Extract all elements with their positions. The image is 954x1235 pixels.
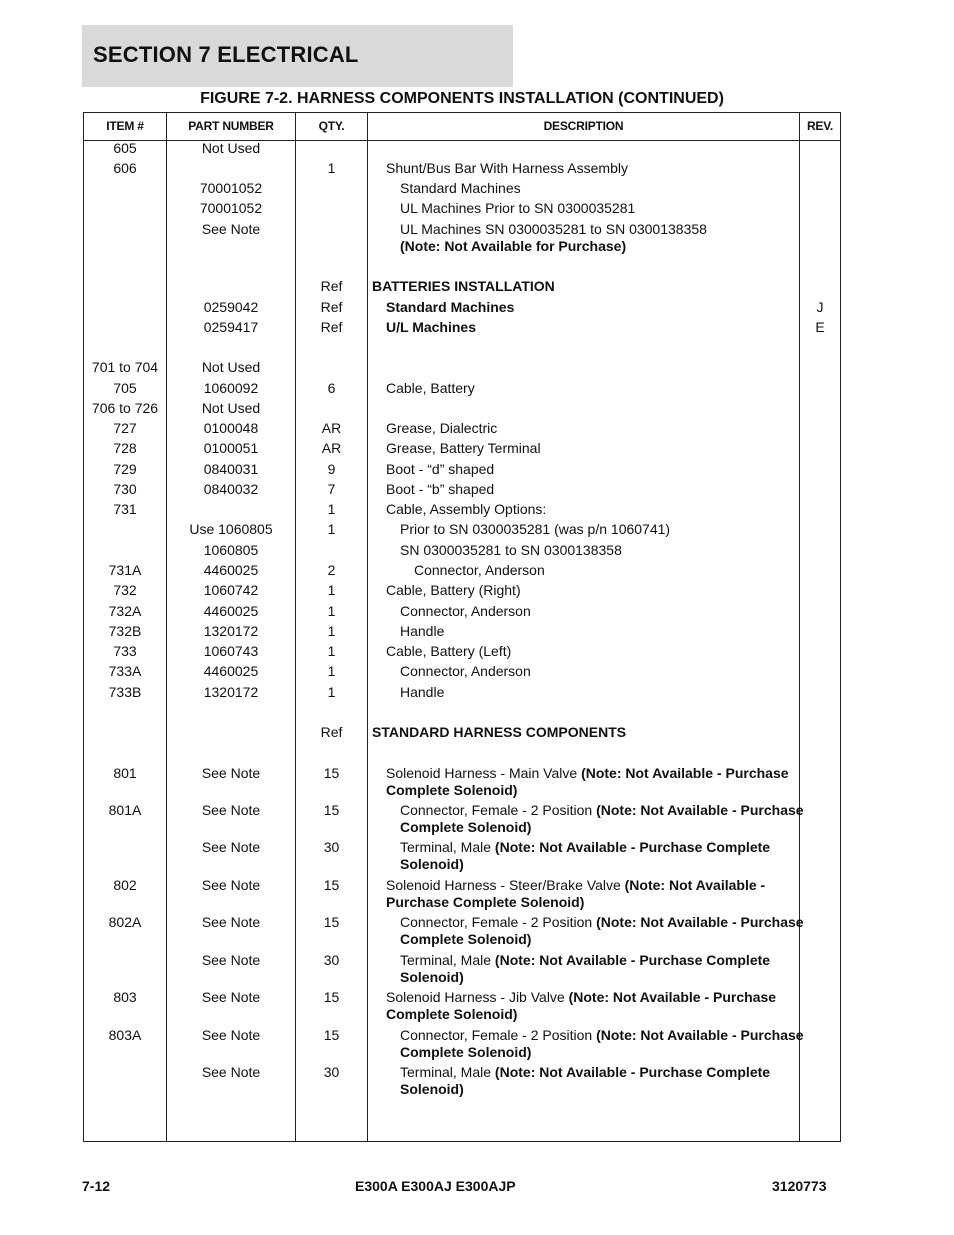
description-text: Connector, Anderson bbox=[400, 603, 531, 619]
part-number-cell: 70001052 bbox=[199, 180, 263, 196]
model-numbers: E300A E300AJ E300AJP bbox=[355, 1178, 516, 1194]
description-text: Terminal, Male bbox=[400, 1064, 492, 1080]
part-number-cell: See Note bbox=[201, 989, 261, 1005]
description-cell bbox=[368, 839, 825, 873]
item-number-cell: 705 bbox=[113, 380, 137, 396]
description-cell bbox=[368, 501, 811, 518]
description-text: Boot - “b” shaped bbox=[386, 481, 495, 497]
description-cell bbox=[368, 278, 797, 295]
qty-cell: Ref bbox=[320, 319, 343, 335]
availability-note: (Note: Not Available - Purchase Complete Solenoid) bbox=[386, 989, 777, 1022]
item-number-cell: 731A bbox=[108, 562, 142, 578]
description-cell bbox=[368, 663, 825, 680]
revision-cell: J bbox=[816, 299, 824, 315]
part-number-cell: 0259042 bbox=[203, 299, 259, 315]
description-text: Solenoid Harness - Steer/Brake Valve bbox=[386, 877, 621, 893]
page-number: 7-12 bbox=[82, 1178, 111, 1194]
description-cell bbox=[368, 952, 825, 986]
qty-cell: 1 bbox=[327, 582, 336, 598]
item-number-cell: 732 bbox=[113, 582, 137, 598]
description-text: Connector, Female - 2 Position bbox=[400, 914, 593, 930]
item-number-cell: 729 bbox=[113, 461, 137, 477]
revision-cell: E bbox=[815, 319, 825, 335]
qty-cell: 6 bbox=[327, 380, 336, 396]
item-number-cell: 730 bbox=[113, 481, 137, 497]
qty-cell: 1 bbox=[327, 684, 336, 700]
description-cell bbox=[368, 802, 825, 836]
description-text: Prior to SN 0300035281 (was p/n 1060741) bbox=[400, 521, 671, 537]
item-number-cell: 803A bbox=[108, 1027, 142, 1043]
qty-cell: 15 bbox=[323, 1027, 340, 1043]
qty-cell: 15 bbox=[323, 989, 340, 1005]
description-text: Terminal, Male bbox=[400, 952, 492, 968]
description-cell bbox=[368, 521, 825, 538]
item-number-cell: 732A bbox=[108, 603, 142, 619]
description-text: Solenoid Harness - Jib Valve bbox=[386, 989, 565, 1005]
description-text: Cable, Battery (Left) bbox=[386, 643, 512, 659]
description-cell bbox=[368, 160, 811, 177]
description-text: Connector, Anderson bbox=[414, 562, 545, 578]
description-cell bbox=[368, 440, 811, 457]
part-number-cell: 0259417 bbox=[203, 319, 259, 335]
description-cell bbox=[368, 765, 811, 799]
table-header-row bbox=[84, 113, 840, 141]
availability-note: (Note: Not Available - Purchase Complete Solenoid) bbox=[386, 765, 789, 798]
part-number-cell: 4460025 bbox=[203, 663, 259, 679]
qty-cell: 30 bbox=[323, 952, 340, 968]
header-part-number: PART NUMBER bbox=[188, 119, 274, 133]
item-number-cell: 606 bbox=[113, 160, 137, 176]
description-text: Connector, Female - 2 Position bbox=[400, 802, 593, 818]
qty-cell: 9 bbox=[327, 461, 336, 477]
description-text: Cable, Battery bbox=[386, 380, 475, 396]
part-number-cell: See Note bbox=[201, 839, 261, 855]
description-cell bbox=[368, 200, 825, 217]
description-cell bbox=[368, 1064, 825, 1098]
part-number-cell: See Note bbox=[201, 1064, 261, 1080]
qty-cell: 30 bbox=[323, 1064, 340, 1080]
description-text: UL Machines Prior to SN 0300035281 bbox=[400, 200, 636, 216]
document-number: 3120773 bbox=[772, 1178, 827, 1194]
qty-cell: 1 bbox=[327, 501, 336, 517]
item-number-cell: 733 bbox=[113, 643, 137, 659]
part-number-cell: 0100051 bbox=[203, 440, 259, 456]
qty-cell: 1 bbox=[327, 643, 336, 659]
part-number-cell: 1320172 bbox=[203, 623, 259, 639]
qty-cell: 2 bbox=[327, 562, 336, 578]
part-number-cell: 1320172 bbox=[203, 684, 259, 700]
availability-note: (Note: Not Available for Purchase) bbox=[400, 238, 627, 254]
description-cell bbox=[368, 380, 811, 397]
part-number-cell: 4460025 bbox=[203, 603, 259, 619]
description-cell bbox=[368, 420, 811, 437]
description-cell bbox=[368, 877, 811, 911]
availability-note: (Note: Not Available - Purchase Complete Solenoid) bbox=[400, 839, 771, 872]
item-number-cell: 733A bbox=[108, 663, 142, 679]
part-number-cell: 4460025 bbox=[203, 562, 259, 578]
part-number-cell: Use 1060805 bbox=[189, 521, 273, 537]
description-text: Handle bbox=[400, 684, 445, 700]
qty-cell: 15 bbox=[323, 802, 340, 818]
description-cell bbox=[368, 180, 825, 197]
qty-cell: Ref bbox=[320, 724, 343, 740]
item-number-cell: 803 bbox=[113, 989, 137, 1005]
item-number-cell: 732B bbox=[108, 623, 142, 639]
qty-cell: 1 bbox=[327, 521, 336, 537]
section-header-band bbox=[82, 25, 513, 87]
qty-cell: 15 bbox=[323, 914, 340, 930]
part-number-cell: Not Used bbox=[201, 140, 261, 156]
item-number-cell: 605 bbox=[113, 140, 137, 156]
item-number-cell: 731 bbox=[113, 501, 137, 517]
description-cell bbox=[368, 1027, 825, 1061]
description-text: Cable, Battery (Right) bbox=[386, 582, 521, 598]
description-cell bbox=[368, 724, 797, 741]
description-text: Standard Machines bbox=[400, 180, 521, 196]
part-number-cell: 1060742 bbox=[203, 582, 259, 598]
part-number-cell: 1060743 bbox=[203, 643, 259, 659]
part-number-cell: See Note bbox=[201, 802, 261, 818]
description-text: U/L Machines bbox=[386, 319, 476, 335]
availability-note: (Note: Not Available - Purchase Complete Solenoid) bbox=[400, 1064, 771, 1097]
qty-cell: 1 bbox=[327, 160, 336, 176]
description-cell bbox=[368, 461, 811, 478]
description-text: Grease, Dialectric bbox=[386, 420, 498, 436]
item-number-cell: 727 bbox=[113, 420, 137, 436]
item-number-cell: 801A bbox=[108, 802, 142, 818]
description-text: BATTERIES INSTALLATION bbox=[372, 278, 555, 294]
qty-cell: 1 bbox=[327, 623, 336, 639]
header-item: ITEM # bbox=[106, 119, 144, 133]
description-text: Cable, Assembly Options: bbox=[386, 501, 547, 517]
description-cell bbox=[368, 221, 825, 255]
availability-note: (Note: Not Available - Purchase Complete Solenoid) bbox=[386, 877, 766, 910]
item-number-cell: 802A bbox=[108, 914, 142, 930]
qty-cell: Ref bbox=[320, 278, 343, 294]
availability-note: (Note: Not Available - Purchase Complete Solenoid) bbox=[400, 952, 771, 985]
item-number-cell: 733B bbox=[108, 684, 142, 700]
section-title: SECTION 7 ELECTRICAL bbox=[93, 42, 359, 67]
item-number-cell: 706 to 726 bbox=[91, 400, 159, 416]
description-cell bbox=[368, 319, 811, 336]
header-qty: QTY. bbox=[318, 119, 345, 133]
qty-cell: 30 bbox=[323, 839, 340, 855]
description-cell bbox=[368, 562, 839, 579]
part-number-cell: See Note bbox=[201, 952, 261, 968]
description-text: Handle bbox=[400, 623, 445, 639]
description-cell bbox=[368, 481, 811, 498]
header-description: DESCRIPTION bbox=[543, 119, 624, 133]
description-cell bbox=[368, 299, 811, 316]
figure-title: FIGURE 7-2. HARNESS COMPONENTS INSTALLATION (CONTINUED) bbox=[200, 90, 724, 107]
description-text: SN 0300035281 to SN 0300138358 bbox=[400, 542, 622, 558]
availability-note: (Note: Not Available - Purchase Complete Solenoid) bbox=[400, 1027, 804, 1060]
qty-cell: 15 bbox=[323, 765, 340, 781]
description-cell bbox=[368, 914, 825, 948]
description-text: Solenoid Harness - Main Valve bbox=[386, 765, 578, 781]
item-number-cell: 801 bbox=[113, 765, 137, 781]
description-cell bbox=[368, 684, 825, 701]
availability-note: (Note: Not Available - Purchase Complete Solenoid) bbox=[400, 914, 804, 947]
part-number-cell: See Note bbox=[201, 221, 261, 237]
part-number-cell: 0840031 bbox=[203, 461, 259, 477]
parts-table bbox=[83, 112, 841, 1142]
item-number-cell: 728 bbox=[113, 440, 137, 456]
qty-cell: AR bbox=[321, 420, 342, 436]
qty-cell: 7 bbox=[327, 481, 336, 497]
description-text: Terminal, Male bbox=[400, 839, 492, 855]
description-cell bbox=[368, 542, 825, 559]
part-number-cell: 1060092 bbox=[203, 380, 259, 396]
description-text: UL Machines SN 0300035281 to SN 0300138358 bbox=[400, 221, 707, 237]
description-cell bbox=[368, 643, 811, 660]
item-number-cell: 802 bbox=[113, 877, 137, 893]
qty-cell: 1 bbox=[327, 603, 336, 619]
part-number-cell: 1060805 bbox=[203, 542, 259, 558]
description-text: Grease, Battery Terminal bbox=[386, 440, 541, 456]
description-cell bbox=[368, 582, 811, 599]
part-number-cell: See Note bbox=[201, 765, 261, 781]
part-number-cell: 0840032 bbox=[203, 481, 259, 497]
part-number-cell: Not Used bbox=[201, 359, 261, 375]
description-cell bbox=[368, 603, 825, 620]
qty-cell: 1 bbox=[327, 663, 336, 679]
description-text: Boot - “d” shaped bbox=[386, 461, 495, 477]
item-number-cell: 701 to 704 bbox=[91, 359, 159, 375]
part-number-cell: See Note bbox=[201, 914, 261, 930]
description-text: Connector, Anderson bbox=[400, 663, 531, 679]
description-cell bbox=[368, 623, 825, 640]
description-text: STANDARD HARNESS COMPONENTS bbox=[372, 724, 627, 740]
qty-cell: Ref bbox=[320, 299, 343, 315]
qty-cell: AR bbox=[321, 440, 342, 456]
part-number-cell: 70001052 bbox=[199, 200, 263, 216]
description-cell bbox=[368, 989, 811, 1023]
part-number-cell: See Note bbox=[201, 877, 261, 893]
part-number-cell: Not Used bbox=[201, 400, 261, 416]
qty-cell: 15 bbox=[323, 877, 340, 893]
availability-note: (Note: Not Available - Purchase Complete Solenoid) bbox=[400, 802, 804, 835]
description-text: Shunt/Bus Bar With Harness Assembly bbox=[386, 160, 628, 176]
description-text: Connector, Female - 2 Position bbox=[400, 1027, 597, 1043]
header-rev: REV. bbox=[806, 119, 834, 133]
description-text: Standard Machines bbox=[386, 299, 515, 315]
part-number-cell: See Note bbox=[201, 1027, 261, 1043]
part-number-cell: 0100048 bbox=[203, 420, 259, 436]
